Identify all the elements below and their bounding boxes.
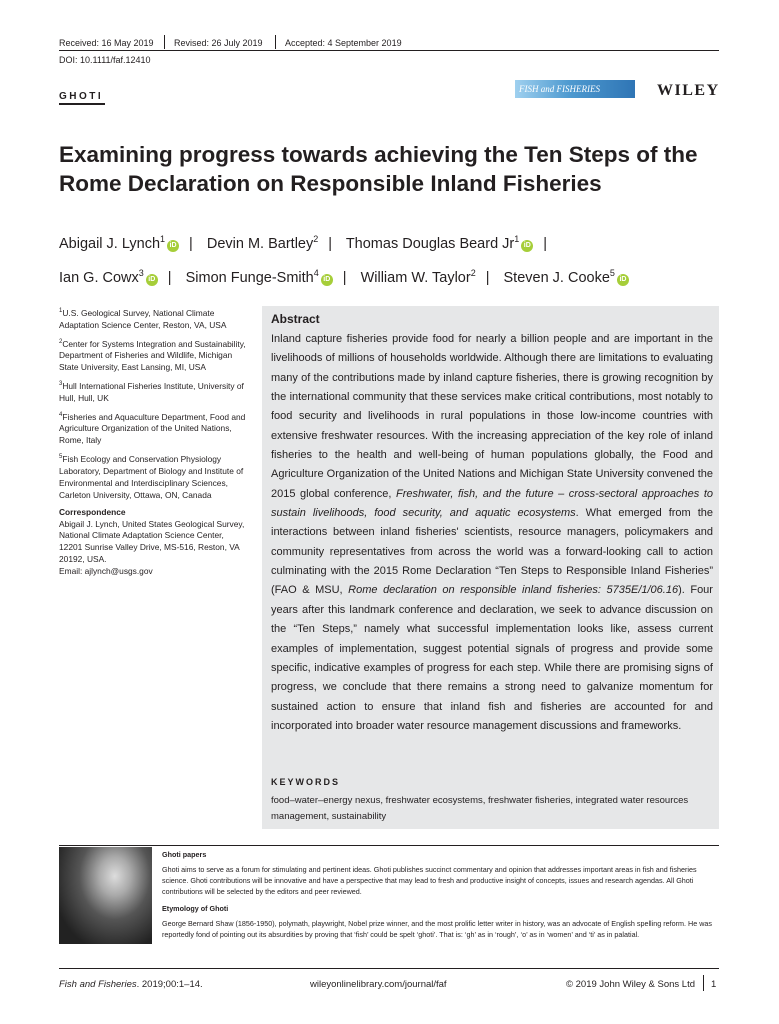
keywords-text: food–water–energy nexus, freshwater ecosystems, freshwater fisheries, integrated water resources management, sustainability	[271, 795, 689, 822]
header-divider	[164, 35, 165, 49]
affiliation: $^5$Fish Ecology and Conservation Physiology Laboratory, Department of Biology and Institute of Environmental and Interdisciplinary Sciences, Carleton University, Ottawa, ON, Canada	[59, 454, 244, 500]
article-title: Examining progress towards achieving the Ten Steps of the Rome Declaration on Responsible Inland Fisheries	[59, 142, 698, 196]
accepted-date: Accepted: 4 September 2019	[285, 38, 402, 48]
doi[interactable]: DOI: 10.1111/faf.12410	[59, 55, 151, 65]
orcid-icon[interactable]: iD	[321, 274, 333, 286]
affiliation: $^2$Center for Systems Integration and Sustainability, Department of Fisheries and Wildlife, Michigan State University, East Lansing, MI, USA	[59, 338, 246, 373]
header-rule	[59, 50, 719, 51]
author-list: Abigail J. Lynch$^1$iD | Devin M. Bartley$^2$ | Thomas Douglas Beard Jr$^1$iD | Ian G. Cowx$^3$iD | Simon Funge-Smith$^4$iD | William W. Taylor$^2$ | Steven J. Cooke$^5$iD	[59, 225, 729, 293]
author-name: Abigail J. Lynch$^1$iD	[59, 236, 179, 252]
author-name: Simon Funge-Smith$^4$iD	[186, 270, 333, 286]
affiliation: $^4$Fisheries and Aquaculture Department, Food and Agriculture Organization of the United Nations, Rome, Italy	[59, 411, 246, 446]
ghoti-papers-text: Ghoti aims to serve as a forum for stimulating and pertinent ideas. Ghoti publishes succinct commentary and opinion that addresses important areas in fish and fisheries science. Ghoti contributions will be innovative and have a perspective that may lead to fresh and productive insight of concepts, issues and research agendas. All Ghoti contributions will be selected by the editors and peer reviewed.	[162, 865, 697, 896]
etymology-text: George Bernard Shaw (1856-1950), polymath, playwright, Nobel prize winner, and the most prolific letter writer in history, was an advocate of English spelling reform. He was reportedly fond of pointing out its absurdities by proving that ‘fish’ could be spelt ‘ghoti’. That is: ‘gh’ as in ‘rough’, ‘o’ as in ‘women’ and ‘ti’ as in palatial.	[162, 919, 712, 939]
correspondence-email[interactable]: Email: ajlynch@usgs.gov	[59, 566, 153, 577]
affiliation: $^3$Hull International Fisheries Institute, University of Hull, Hull, UK	[59, 380, 244, 403]
footer-url[interactable]: wileyonlinelibrary.com/journal/faf	[310, 979, 447, 990]
orcid-icon[interactable]: iD	[146, 274, 158, 286]
orcid-icon[interactable]: iD	[167, 240, 179, 252]
footer-copyright: © 2019 John Wiley & Sons Ltd	[566, 979, 695, 990]
author-name: Thomas Douglas Beard Jr$^1$iD	[346, 236, 533, 252]
footer-citation: Fish and Fisheries. 2019;00:1–14.	[59, 979, 203, 990]
affiliations	[59, 306, 249, 578]
abstract-text: Inland capture fisheries provide food for nearly a billion people and are important in the livelihoods of millions of households worldwide. Although there are limitations to evaluating many of the contributions made by inland capture fisheries, there is growing recognition by the international community that these services make critical contributions, most notably to food security and livelihoods in rural populations in those low-income countries with extensive freshwater resources. With the increasing appreciation of the key role of inland fisheries to the health and well-being of human populations globally, the Food and Agriculture Organization of the United Nations and Michigan State University convened the 2015 global conference, Freshwater, fish, and the future – cross-sectoral approaches to sustain livelihoods, food security, and aquatic ecosystems. What emerged from the interactions between inland fisheries' scientists, resource managers, policymakers and community representatives from across the world was a forward-looking call to action culminating with the 2015 Rome Declaration “Ten Steps to Responsible Inland Fisheries” (FAO & MSU, Rome declaration on responsible inland fisheries: 5735E/1/06.16). Four years after this landmark conference and declaration, we seek to advance discussion on the “Ten Steps,” namely what successful implementation looks like, assess current examples of implementation, suggest potential signals of progress and provide some specific, indicative examples of progress for each step. While there are promising signs of progress, we conclude that there remains a strong need to galvanize momentum for sustained action to ensure that inland fish and fisheries are accounted for and incorporated into broader water resource management discussions and frameworks.	[271, 333, 714, 732]
author-name: Steven J. Cooke$^5$iD	[504, 270, 629, 286]
ghoti-info-box	[162, 849, 718, 946]
author-name: Ian G. Cowx$^3$iD	[59, 270, 158, 286]
section-label: GHOTI	[59, 91, 104, 102]
revised-date: Revised: 26 July 2019	[174, 38, 263, 48]
shaw-portrait-image	[59, 847, 152, 944]
received-date: Received: 16 May 2019	[59, 38, 154, 48]
publisher-logo: WILEY	[657, 82, 720, 99]
footer-divider	[703, 975, 704, 991]
author-name: William W. Taylor$^2$	[360, 267, 476, 286]
author-name: Devin M. Bartley$^2$	[206, 234, 319, 252]
section-label-rule	[59, 103, 105, 105]
abstract-heading: Abstract	[271, 312, 320, 326]
header-divider	[275, 35, 276, 49]
correspondence-text: Abigail J. Lynch, United States Geological Survey, National Climate Adaptation Science Center, 12201 Sunrise Valley Drive, MS-516, Reston, VA 20192, USA.	[59, 518, 245, 565]
affiliation: $^1$U.S. Geological Survey, National Climate Adaptation Science Center, Reston, VA, USA	[59, 307, 227, 330]
journal-logo: FISH and FISHERIES	[515, 80, 635, 98]
footer-rule	[59, 968, 719, 969]
orcid-icon[interactable]: iD	[521, 240, 533, 252]
orcid-icon[interactable]: iD	[617, 274, 629, 286]
correspondence-heading: Correspondence	[59, 506, 126, 517]
ghoti-box-rule	[59, 845, 719, 846]
keywords-heading: KEYWORDS	[271, 777, 341, 787]
ghoti-papers-heading: Ghoti papers	[162, 850, 207, 859]
page-number: 1	[711, 979, 717, 990]
etymology-heading: Etymology of Ghoti	[162, 904, 229, 913]
